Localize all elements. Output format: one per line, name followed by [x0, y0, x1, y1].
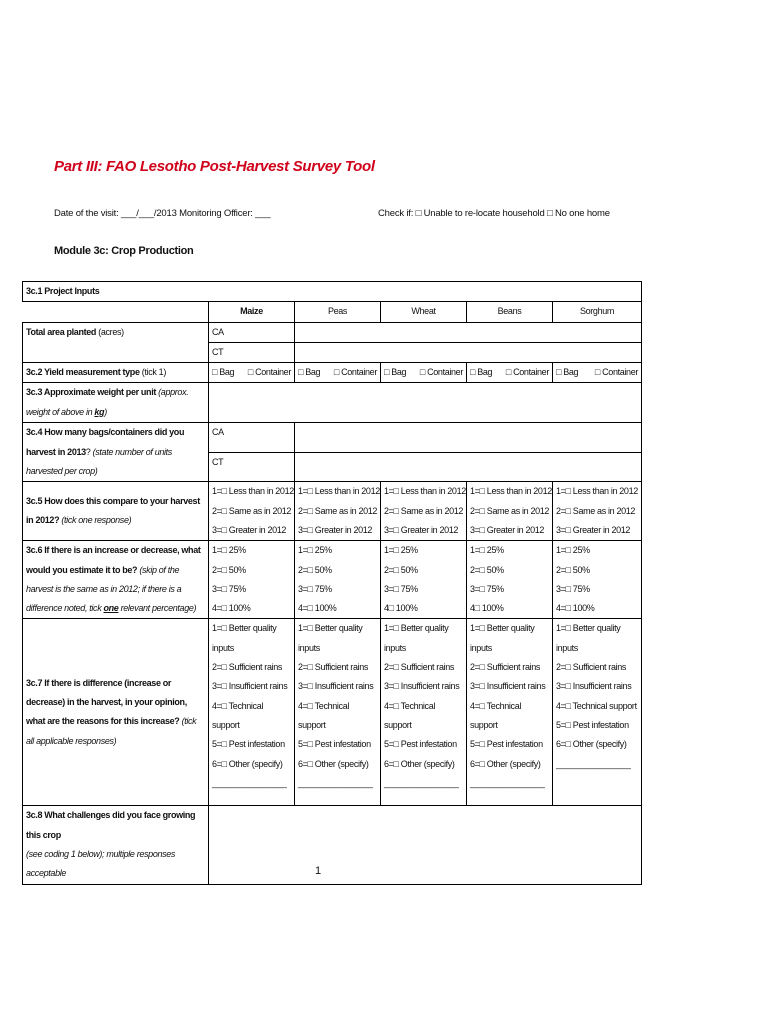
beans-estimate[interactable]: 1=□ 25% 2=□ 50% 3=□ 75% 4□ 100%	[467, 541, 553, 619]
beans-measure[interactable]	[467, 363, 553, 383]
harvest-ca-input[interactable]	[295, 423, 642, 452]
reasons-row	[23, 619, 642, 806]
harvest-ct-input[interactable]	[295, 452, 642, 481]
measure-row	[23, 363, 642, 383]
crop-beans: Beans	[467, 302, 553, 322]
area-ct-label: CT	[209, 342, 295, 362]
maize-reasons[interactable]: 1=□ Better quality inputs 2=□ Sufficient rains 3=□ Insufficient rains 4=□ Technical support 5=□ Pest infestation 6=□ Other (specify) ________________	[209, 619, 295, 806]
harvest-label: 3c.4 How many bags/containers did you harvest in 2013? (state number of units harvested per crop)	[23, 423, 209, 482]
crop-peas: Peas	[295, 302, 381, 322]
area-label: Total area planted (acres)	[23, 322, 209, 363]
peas-estimate[interactable]: 1=□ 25% 2=□ 50% 3=□ 75% 4=□ 100%	[295, 541, 381, 619]
bag-checkbox: □ Bag	[212, 367, 235, 378]
crop-header-row	[23, 302, 642, 322]
area-ca-row	[23, 322, 642, 342]
measure-label: 3c.2 Yield measurement type (tick 1)	[23, 363, 209, 383]
harvest-ct-label: CT	[209, 452, 295, 481]
maize-measure[interactable]	[209, 363, 295, 383]
maize-estimate[interactable]: 1=□ 25% 2=□ 50% 3=□ 75% 4=□ 100%	[209, 541, 295, 619]
container-checkbox: □ Container	[505, 367, 549, 378]
document-title: Part III: FAO Lesotho Post-Harvest Survey Tool	[54, 158, 375, 175]
peas-compare[interactable]: 1=□ Less than in 2012 2=□ Same as in 2012 3=□ Greater in 2012	[295, 482, 381, 541]
wheat-reasons[interactable]: 1=□ Better quality inputs 2=□ Sufficient rains 3=□ Insufficient rains 4=□ Technical support 5=□ Pest infestation 6=□ Other (specify) ________________	[381, 619, 467, 806]
section-row	[23, 282, 642, 302]
container-checkbox: □ Container	[594, 367, 639, 378]
sorghum-estimate[interactable]: 1=□ 25% 2=□ 50% 3=□ 75% 4=□ 100%	[553, 541, 642, 619]
sorghum-compare[interactable]: 1=□ Less than in 2012 2=□ Same as in 2012 3=□ Greater in 2012	[553, 482, 642, 541]
compare-label: 3c.5 How does this compare to your harvest in 2012? (tick one response)	[23, 482, 209, 541]
estimate-row	[23, 541, 642, 619]
visit-date-line: Date of the visit: ___/___/2013 Monitoring Officer: ___	[54, 208, 271, 219]
container-checkbox: □ Container	[247, 367, 291, 378]
container-checkbox: □ Container	[419, 367, 463, 378]
maize-compare[interactable]: 1=□ Less than in 2012 2=□ Same as in 2012 3=□ Greater in 2012	[209, 482, 295, 541]
estimate-label: 3c.6 If there is an increase or decrease, what would you estimate it to be? (skip of the harvest is the same as in 2012; if there is a difference noted, tick one relevant percentage)	[23, 541, 209, 619]
blank-header-cell	[23, 302, 209, 322]
compare-row	[23, 482, 642, 541]
bag-checkbox: □ Bag	[470, 367, 493, 378]
reasons-label: 3c.7 If there is difference (increase or decrease) in the harvest, in your opinion, what are the reasons for this increase? (tick all applicable responses)	[23, 619, 209, 806]
sorghum-measure[interactable]	[553, 363, 642, 383]
beans-compare[interactable]: 1=□ Less than in 2012 2=□ Same as in 2012 3=□ Greater in 2012	[467, 482, 553, 541]
bag-checkbox: □ Bag	[298, 367, 321, 378]
beans-reasons[interactable]: 1=□ Better quality inputs 2=□ Sufficient rains 3=□ Insufficient rains 4=□ Technical support 5=□ Pest infestation 6=□ Other (specify) ________________	[467, 619, 553, 806]
wheat-compare[interactable]: 1=□ Less than in 2012 2=□ Same as in 2012 3=□ Greater in 2012	[381, 482, 467, 541]
module-heading: Module 3c: Crop Production	[54, 245, 194, 257]
bag-checkbox: □ Bag	[556, 367, 579, 378]
peas-reasons[interactable]: 1=□ Better quality inputs 2=□ Sufficient rains 3=□ Insufficient rains 4=□ Technical support 5=□ Pest infestation 6=□ Other (specify) ________________	[295, 619, 381, 806]
area-ca-label: CA	[209, 322, 295, 342]
page-number: 1	[315, 865, 322, 877]
bag-checkbox: □ Bag	[384, 367, 407, 378]
challenges-row	[23, 806, 642, 884]
harvest-ca-label: CA	[209, 423, 295, 452]
check-household-line: Check if: □ Unable to re-locate household □ No one home	[378, 208, 610, 219]
section-title: 3c.1 Project Inputs	[23, 282, 642, 302]
crop-wheat: Wheat	[381, 302, 467, 322]
weight-row	[23, 383, 642, 423]
challenges-input[interactable]	[209, 806, 642, 884]
area-ct-input[interactable]	[295, 342, 642, 362]
crop-sorghum: Sorghum	[553, 302, 642, 322]
crop-production-table	[22, 281, 642, 885]
peas-measure[interactable]	[295, 363, 381, 383]
challenges-label: 3c.8 What challenges did you face growing this crop (see coding 1 below); multiple responses acceptable	[23, 806, 209, 884]
wheat-measure[interactable]	[381, 363, 467, 383]
wheat-estimate[interactable]: 1=□ 25% 2=□ 50% 3=□ 75% 4□ 100%	[381, 541, 467, 619]
weight-label: 3c.3 Approximate weight per unit (approx. weight of above in kg)	[23, 383, 209, 423]
area-ca-input[interactable]	[295, 322, 642, 342]
harvest-ca-row	[23, 423, 642, 452]
weight-input[interactable]	[209, 383, 642, 423]
crop-maize: Maize	[209, 302, 295, 322]
container-checkbox: □ Container	[333, 367, 377, 378]
sorghum-reasons[interactable]: 1=□ Better quality inputs 2=□ Sufficient rains 3=□ Insufficient rains 4=□ Technical support 5=□ Pest infestation 6=□ Other (specify) ________________	[553, 619, 642, 806]
